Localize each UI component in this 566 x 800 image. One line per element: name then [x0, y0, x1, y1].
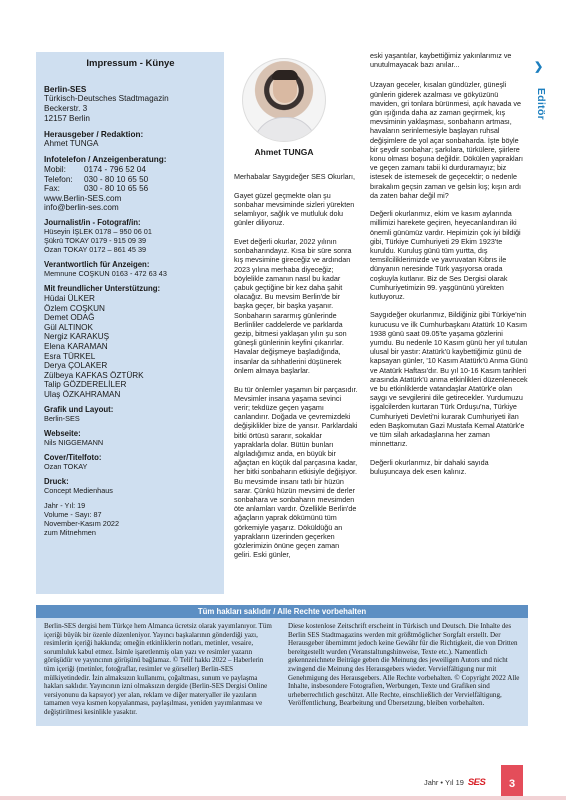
contact-label: Fax:	[44, 184, 60, 194]
issue-block	[44, 502, 217, 537]
chevron-right-icon: ❯	[534, 61, 544, 73]
photo-hair	[272, 70, 298, 80]
publisher-line: Beckerstr. 3	[44, 103, 88, 113]
issue-line: zum Mitnehmen	[44, 527, 96, 537]
graphic-value: Berlin-SES	[44, 413, 80, 423]
support-heading: Mit freundlicher Unterstützung:	[44, 284, 161, 294]
website-value: Nils NIGGEMANN	[44, 437, 104, 447]
info-heading: Infotelefon / Anzeigenberatung:	[44, 155, 167, 165]
footer-issue: Jahr • Yıl 19	[424, 778, 464, 787]
author-photo	[242, 58, 326, 142]
supporter-name: Elena KARAMAN	[44, 341, 108, 351]
publisher-line: 12157 Berlin	[44, 113, 90, 123]
supporter-name: Demet ODAĞ	[44, 313, 95, 323]
contact-label: Telefon:	[44, 174, 73, 184]
editor-section-label: Editör	[535, 87, 547, 121]
contact-row	[44, 184, 217, 194]
journalist-entry: Hüseyin İŞLEK 0178 – 950 06 01	[44, 227, 152, 237]
article-paragraph: Değerli okurlarımız, bir dahaki sayıda buluşuncaya dek esen kalınız.	[370, 457, 489, 476]
article-paragraph: Evet değerli okurlar, 2022 yılının sonbaharındayız. Kısa bir süre sonra kış mevsimine gireceğiz ve ardından 2023 yılına merhaba diyeceğiz; böylelikle zamanın nasıl bu kadar çabuk geçtiğine bir kez daha şahit olacağız. Bu mevsim Berlin'de bir başka geçer, bir başka yaşanır. Sonbaharın sararmış günlerinde Berlinliler caddelerde ve parklarda gezip, bitmesi yaklaşan yılın şu son güneşli günlerinin keyfini çıkarırlar. Havalar değişmeye başladığında, insanlar da sıhhatlerini düşünerek önlem almaya başlarlar.	[234, 237, 352, 375]
journalists-heading: Journalist/in - Fotograf/in:	[44, 218, 141, 228]
contact-row	[44, 175, 217, 185]
supporter-name: Talip GÖZDERELİLER	[44, 380, 127, 390]
article-column-right	[370, 51, 528, 485]
rights-text-turkish: Berlin-SES dergisi hem Türkçe hem Almanca ücretsiz olarak yayımlanıyor. Tüm içeriği büyük bir özenle düzenleniyor. Yayıncı başkalarının gönderdiği yazı, resimlerin içeriği hakkında; omeğin etkinliklerin notları, metinler, vesaire, sorumluluk kabul etmez. İsimle işaretlenmiş olan yazı ve resimler yazarın görüşüdür ve yayıncının görüşünü bağlamaz. © Telif hakkı 2022 – Haberlerin tüm içeriği (metinler, fotoğraflar, resimler ve görseller) Berlin-SES mülkiyetindedir. İzin almaksızın kullanımı, çoğaltması, sunum ve paylaşma hakları saklıdır. Yayıncının izni olmaksızın dergide (Berlin-SES Dergisi Online versiyonunu da kapsıyor) yer alan, reklam ve diğer materyaller ile yazıların tamamen veya kısmen kopyalanması, paylaşılması, yeniden yayımlanması ve değiştirilmesi kesinlikle yasaktır.	[44, 622, 272, 716]
contact-block	[44, 155, 217, 213]
supporter-name: Esra TÜRKEL	[44, 351, 96, 361]
cover-block	[44, 454, 217, 472]
website-link[interactable]: www.Berlin-SES.com	[44, 193, 122, 203]
print-heading: Druck:	[44, 477, 69, 487]
graphic-block	[44, 406, 217, 424]
editor-block	[44, 130, 217, 149]
contact-value[interactable]: 030 - 80 10 65 50	[84, 174, 149, 184]
print-block	[44, 478, 217, 496]
rights-heading: Tüm hakları saklıdır / Alle Rechte vorbehalten	[36, 605, 528, 618]
contact-value[interactable]: 030 - 80 10 65 56	[84, 184, 149, 194]
supporter-name: Özlem COŞKUN	[44, 303, 105, 313]
impressum-box	[36, 52, 224, 594]
article-column-middle	[234, 172, 358, 569]
issue-line: Volume - Sayı: 87	[44, 510, 102, 520]
editor-name: Ahmet TUNGA	[44, 139, 99, 149]
ses-logo: SES	[467, 777, 486, 788]
supporter-name: Nergiz KARAKUŞ	[44, 332, 110, 342]
website-heading: Webseite:	[44, 429, 81, 439]
supporter-name: Zülbeya KAFKAS ÖZTÜRK	[44, 370, 144, 380]
ads-person: Memnune COŞKUN 0163 - 472 63 43	[44, 268, 167, 278]
page-footer	[424, 777, 485, 788]
contact-row	[44, 165, 217, 175]
contact-label: Mobil:	[44, 164, 66, 174]
publisher-name: Berlin-SES	[44, 84, 87, 94]
article-paragraph: Bu tür önlemler yaşamın bir parçasıdır. Mevsimler insana yaşama sevinci verir; tekdüze geçen yaşamı canlandırır. Doğada ve çevremizdeki değişiklikler bize de yansır. Parklardaki bitki örtüsü sararır, sokaklar yapraklarla dolar. Bütün bunları algıladığımız anda, en büyük bir ağaçtan en küçük dal parçasına kadar, her bitki sonbaharın etkisiyle değişiyor. Bu mevsimde insanı tatlı bir hüzün sarar. Çünkü hüzün mevsimi de derler sonbahara ve sonbaharın mevsimden öte anlamları vardır. Özellikle Berlin'de ağaçların yaprak dökümünü tüm görkemiyle yaşarız. Döküldüğü an yaprakların üzerinden geçerken gözlerimizin önüne geçen zaman geliri. Eski günler,	[234, 384, 358, 560]
supporter-name: Gül ALTINOK	[44, 322, 93, 332]
publisher-block	[44, 85, 217, 123]
bottom-divider	[0, 796, 566, 800]
publisher-line: Türkisch-Deutsches Stadtmagazin	[44, 94, 169, 104]
ads-heading: Verantwortlich für Anzeigen:	[44, 260, 150, 270]
supporter-name: Derya ÇOLAKER	[44, 361, 108, 371]
author-name: Ahmet TUNGA	[254, 147, 314, 157]
support-block	[44, 285, 217, 399]
supporter-name: Hüdai ÜLKER	[44, 294, 95, 303]
graphic-heading: Grafik und Layout:	[44, 405, 114, 415]
impressum-title: Impressum - Künye	[86, 58, 175, 69]
cover-value: Ozan TOKAY	[44, 462, 88, 472]
rights-box	[36, 618, 528, 726]
print-value: Concept Medienhaus	[44, 486, 113, 496]
article-paragraph: Saygıdeğer okurlarımız, Bildiğiniz gibi Türkiye'nin kurucusu ve ilk Cumhurbaşkanı Atatürk 10 Kasım 1938 günü saat 09.05'te yaşama gözlerini yumdu. Bu nedenle 10 Kasım günü her yıl tutulan ulusal bir yastır: Atatürk'ü kaybettiğimiz günü de kapsayan günler, '10 Kasım Atatürk'ü Anma Günü ve Atatürk Haftası'dır. Bu yıl 10-16 Kasım tarihleri arasında Atatürk'ü anma etkinlikleri düzenlenecek ve bu etkinliklerde vatandaşlar Atatürk'e olan saygı ve sevgilerini dile getirecekler. Yurdumuzu işgalcilerden kurtaran Türk Orduşu'na, Türkiye Cumhuriyeti Devleti'ni kurarak Cumhuriyeti ilan eden Başkomutan Gazi Mustafa Kemal Atatürk'e ve tüm silah arkadaşlarına her zaman minnettarız.	[370, 310, 528, 449]
email-link[interactable]: info@berlin-ses.com	[44, 203, 119, 213]
cover-heading: Cover/Titelfoto:	[44, 453, 102, 463]
journalist-entry: Şükrü TOKAY 0179 - 915 09 39	[44, 236, 147, 246]
issue-line: November-Kasım 2022	[44, 519, 120, 528]
editor-section-tab	[531, 60, 551, 140]
photo-suit	[253, 117, 317, 142]
journalists-block	[44, 219, 217, 254]
journalist-entry: Ozan TOKAY 0172 – 861 45 39	[44, 244, 147, 254]
article-paragraph: Uzayan geceler, kısalan gündüzler, güneşli günlerin giderek azalması ve gökyüzünü maviden, gri tonlara bürünmesi, açık havada ve gün ışığında daha az zaman geçirmek, kış mevsiminin yaklaşması, sonbaharın artması, havaların serinlemesiyle başlayan ruhsal değişimlere de yol açar sonbaharda. İşte böyle bir şeydir sonbahar; şarkılara, türkülere, şiirlere konu olması boşuna değildir. Dökülen yaprakları ve geçen zamanı tabii ki durduramayız; biz istesek de istemesek de geçecektir; o nedenle bırakalım geçsin zaman ve gelsin kış; kışın ardı da zaten bahar değil mi?	[370, 80, 524, 200]
ads-block	[44, 261, 217, 279]
webmaster-block	[44, 430, 217, 448]
article-paragraph: Merhabalar Saygıdeğer SES Okurları,	[234, 172, 356, 181]
page-number: 3	[501, 765, 523, 800]
rights-text-german: Diese kostenlose Zeitschrift erscheint in Türkisch und Deutsch. Die Inhalte des Berlin SES Stadtmagazins werden mit größtmöglicher Sorgfalt erstellt. Der Herausgeber übernimmt jedoch keine Gewähr für die Richtigkeit, die von Dritten bereitgestellt wurden (Veranstaltungshinweise, Texte etc.). Namentlich gekennzeichnete Beiträge geben die Meinung des jeweiligen Autors und nicht zwingend die Meinung des Herausgebers wieder. Vervielfältigung nur mit Genehmigung des Herausgebers. Alle Rechte vorbehalten. © Copyright 2022 Alle Inhalte, insbesondere Fotografien, Werbungen, Texte und Grafiken sind urheberrechtlich geschützt. Alle Rechte, einschließlich der Vervielfältigung, Veröffentlichung, Bearbeitung und Übersetzung, bleiben vorbehalten.	[288, 622, 520, 708]
issue-line: Jahr - Yıl: 19	[44, 501, 86, 511]
article-paragraph: Gayet güzel geçmekte olan şu sonbahar mevsiminde sizleri yürekten selamlıyor, sağlık ve mutluluk dolu günler diliyoruz.	[234, 190, 355, 228]
article-paragraph: eski yaşantılar, kaybettiğimiz yakınlarımız ve unutulmayacak bazı anılar...	[370, 51, 512, 70]
contact-value[interactable]: 0174 - 796 52 04	[84, 164, 146, 174]
editor-heading: Herausgeber / Redaktion:	[44, 129, 144, 139]
supporter-name: Ulaş ÖZKAHRAMAN	[44, 389, 121, 399]
article-paragraph: Değerli okurlarımız, ekim ve kasım aylarında millimizi harekete geçiren, heyecanlandıran iki önemli günümüz vardır. Hepimizin çok iyi bildiği gibi, Türkiye Cumhuriyeti 29 Ekim 1923'te kuruldu. Kuruluş günü tüm yurtta, dış temsilciliklerimizde ve yavruvatan Kıbrıs ile dünyanın neresinde Türk yaşıyorsa orada coşkuyla kutlanır. Biz de Ses Dergisi olarak Cumhuriyetimizin 99. yaşgününü yürekten kutluyoruz.	[370, 209, 521, 302]
